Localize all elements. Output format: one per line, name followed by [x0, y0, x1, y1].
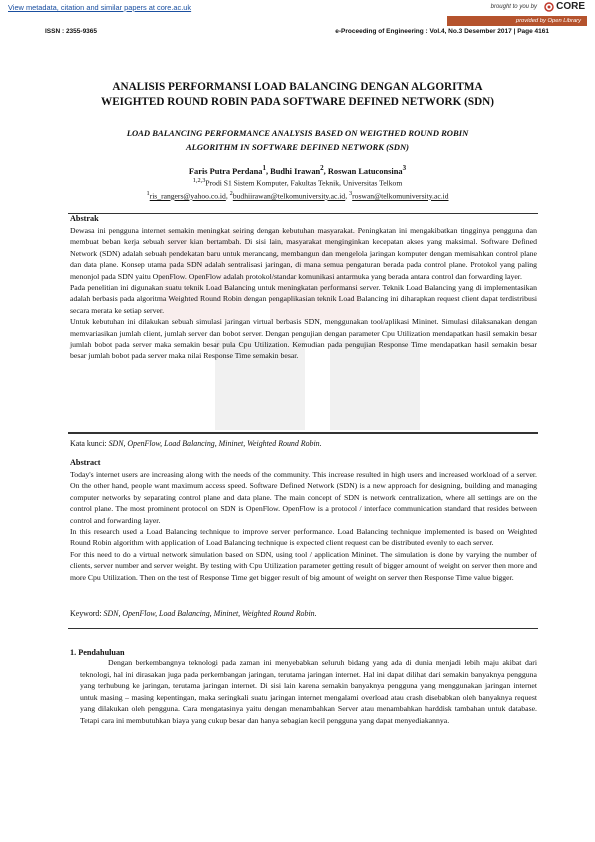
keywords: Keyword: SDN, OpenFlow, Load Balancing, Mininet, Weighted Round Robin. — [70, 609, 317, 618]
kata-kunci: Kata kunci: SDN, OpenFlow, Load Balancing, Mininet, Weighted Round Robin. — [70, 439, 322, 448]
email-link-2[interactable]: budhiirawan@telkomuniversity.ac.id — [232, 191, 346, 201]
abstrak-paragraph: Dewasa ini pengguna internet semakin meningkat seiring dengan kebutuhan masyarakat. Peningkatan ini mengakibatkan tingginya pengguna dan membuat beban kerja sebuah server kian bertambah. Di sisi lain, masyarakat menginginkan kecepatan akses yang maksimal. Software Defined Network (SDN) adalah sebuah pendekatan baru untuk merancang, membangun dan mengelola jaringan komputer dengan memisahkan control plane dan data plane. Konsep utama pada SDN adalah sentralisasi jaringan, di mana semua pengaturan berada pada control plane. Protokol yang paling menonjol pada SDN yaitu OpenFlow. OpenFlow adalah protokol/standar komunikasi antarmuka yang berada antara control dan forwarding layer. — [70, 226, 537, 281]
divider — [68, 433, 538, 434]
core-logo[interactable] — [544, 1, 585, 12]
pendahuluan-body — [80, 657, 537, 727]
pendahuluan-paragraph: Dengan berkembangnya teknologi pada zaman ini menyebabkan seluruh bidang yang ada di dunia menjadi lebih maju akibat dari teknologi, hal ini dirasakan juga pada perkembangan jaringan, terutama jaringan internet. Hal ini dapat dilihat dari semakin banyaknya pengguna yang terhubung ke jaringan, terutama jaringan internet. Di sisi lain karena semakin banyaknya pengguna yang menggunakan jaringan internet untuk masing – masing kepentingan, maka seringkali suatu jaringan internet mengalami overload atau crash disebabkan oleh banyaknya request yang dilakukan oleh pengguna. Cara mengatasinya yaitu dengan menambahkan Server atau menambahkan harddisk tambahan untuk database. Tetapi cara ini membutuhkan biaya yang cukup besar dan hanya sebagian kecil pengguna yang dapat menyediakannya. — [80, 658, 537, 725]
divider — [68, 628, 538, 629]
issn: ISSN : 2355-9365 — [45, 28, 98, 35]
abstract-body — [70, 469, 537, 583]
email-link-3[interactable]: roswan@telkomuniversity.ac.id — [352, 191, 449, 201]
core-metadata-link[interactable]: View metadata, citation and similar papers at core.ac.uk — [8, 3, 192, 12]
abstract-heading: Abstract — [70, 458, 101, 467]
core-banner — [0, 0, 595, 26]
abstrak-paragraph: Pada penelitian ini digunakan suatu teknik Load Balancing untuk meningkatan performansi server. Teknik Load Balancing yang di implementasikan adalah berbasis pada algoritma Weighted Round Robin dengan pengaplikasian teknik Load Balancing ini diharapkan request client dapat terdistribusi secara merata ke setiap server. — [70, 283, 537, 315]
core-logo-text: CORE — [556, 1, 585, 12]
affiliation: $^{1,2,3}$Prodi S1 Sistem Komputer, Fakultas Teknik, Universitas Telkom — [192, 177, 403, 188]
paper-subtitle-english: LOAD BALANCING PERFORMANCE ANALYSIS BASED ON WEIGTHED ROUND ROBIN ALGORITHM IN SOFTWARE DEFINED NETWORK (SDN) — [126, 128, 469, 152]
abstract-paragraph: In this research used a Load Balancing technique to improve server performance. Load Balancing technique implemented is based on Weighted Round Robin algorithm with application of Load Balancing technique is expected client request can be distributed evenly to each server. — [70, 527, 537, 548]
author-list: Faris Putra Perdana$^1$, Budhi Irawan$^2$, Roswan Latuconsina$^3$ — [188, 164, 407, 176]
abstract-paragraph: For this need to do a virtual network simulation based on SDN, using tool / application Mininet. The simulation is done by varying the number of clients, server number and server weight. By testing with Cpu Utilization parameter getting result of bigger amount of weight on server then more and more Cpu Utilization. Then on the test of Response Time get bigger result of big amount of weight on server then Response Time value bigger. — [70, 549, 537, 582]
abstrak-body — [70, 225, 537, 362]
author-emails: $^1$ris_rangers@yahoo.co.id, $^2$budhiirawan@telkomuniversity.ac.id, $^3$roswan@telkomuniversity.ac.id — [146, 190, 449, 201]
divider — [68, 213, 538, 214]
abstract-paragraph: Today's internet users are increasing along with the needs of the community. This increase resulted in high users and increased workload of a server. On the other hand, people want maximum access speed. Software Defined Network (SDN) is a new approach for designing, building and managing computer networks by separating control plane and data plane. The main concept of SDN is network centralization, where all settings are on the control plane. The most prominent protocol on SDN is OpenFlow. OpenFlow is a protocol / interface communication standard that resides between control and forwarding layer. — [70, 470, 537, 525]
provider-band[interactable]: provided by Open Library — [447, 16, 587, 26]
brought-by-text: brought to you by — [490, 4, 537, 10]
section-heading-pendahuluan: 1. Pendahuluan — [70, 648, 125, 657]
paper-title: ANALISIS PERFORMANSI LOAD BALANCING DENGAN ALGORITMA WEIGHTED ROUND ROBIN PADA SOFTWARE DEFINED NETWORK (SDN) — [101, 81, 494, 108]
journal-header — [0, 27, 595, 39]
abstrak-heading: Abstrak — [70, 214, 99, 223]
email-link-1[interactable]: ris_rangers@yahoo.co.id — [149, 191, 226, 201]
journal-info: e-Proceeding of Engineering : Vol.4, No.3 Desember 2017 | Page 4161 — [335, 28, 549, 35]
abstrak-paragraph: Untuk kebutuhan ini dilakukan sebuah simulasi jaringan virtual berbasis SDN, menggunakan tool/aplikasi Mininet. Simulasi dilaksanakan dengan memvariasikan jumlah client, jumlah server dan bobot server. Dengan pengujian dengan parameter Cpu Utilization mendapatkan hasil semakin besar jumlah bobot pada server maka semakin besar pula Cpu Utilization. Kemudian pada pengujian Response Time mendapatkan hasil semakin besar besar jumlah bobot pada server maka nilai Response Time semakin besar. — [70, 317, 537, 361]
core-logo-icon — [544, 2, 554, 12]
